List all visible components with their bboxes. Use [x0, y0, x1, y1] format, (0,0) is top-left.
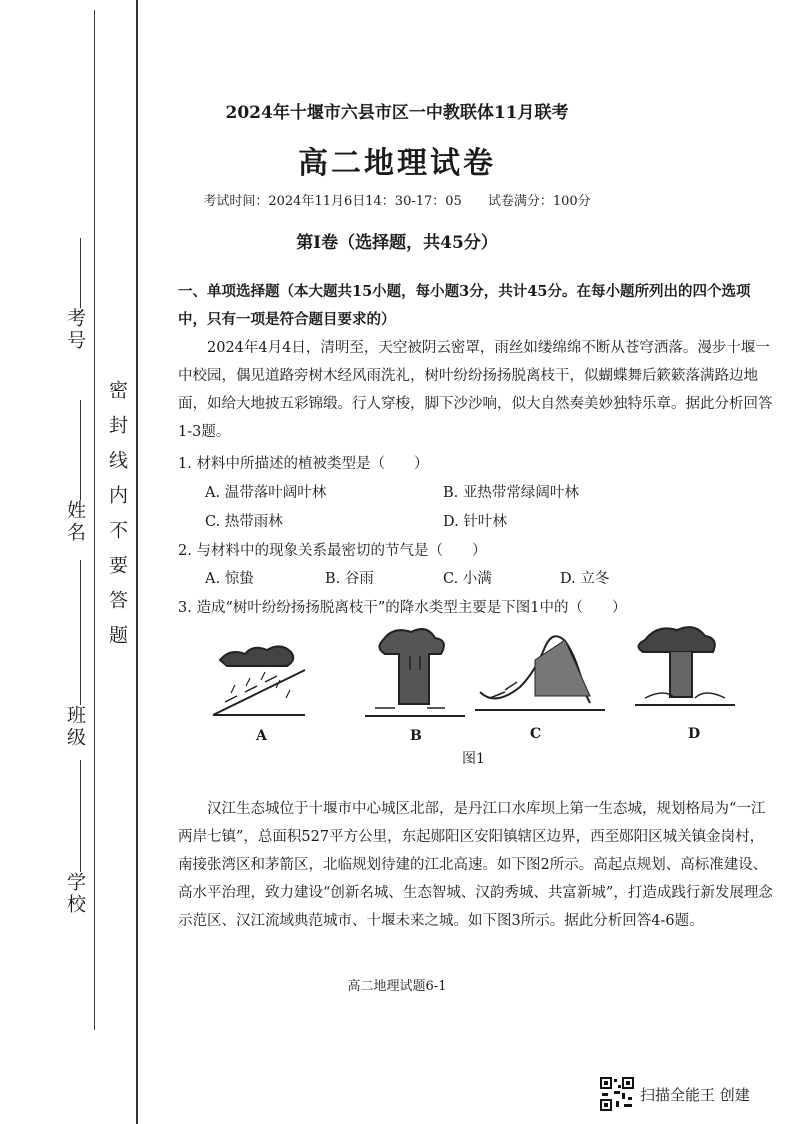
qr-code-icon [600, 1077, 634, 1111]
seal-note: 密封线内不要答题 [106, 380, 128, 660]
part-heading: 第Ⅰ卷（选择题，共45分） [296, 233, 498, 253]
question-2-stem: 2. 与材料中的现象关系最密切的节气是（ ） [178, 543, 487, 559]
diagram-b-convective-rain [365, 629, 465, 716]
figure-1-diagrams [205, 620, 745, 725]
question-1-stem: 1. 材料中所描述的植被类型是（ ） [178, 456, 429, 472]
name-label: 姓名 [64, 500, 86, 544]
figure-label-d: D [688, 726, 701, 742]
question-3-stem: 3. 造成“树叶纷纷扬扬脱离枝干”的降水类型主要是下图1中的（ ） [178, 600, 627, 616]
name-blank[interactable] [80, 400, 82, 500]
diagram-d-typhoon-rain [635, 627, 735, 705]
school-blank[interactable] [80, 760, 82, 872]
q2-option-c[interactable]: C. 小满 [443, 571, 492, 587]
figure-label-b: B [410, 728, 422, 744]
class-blank[interactable] [80, 560, 82, 705]
page-footer: 高二地理试题6-1 [347, 979, 447, 994]
section-heading: 一、单项选择题（本大题共15小题，每小题3分，共计45分。在每小题所列出的四个选项中，只有一项是符合题目要求的） [178, 283, 751, 328]
exam-no-label: 考号 [64, 308, 86, 352]
exam-subtitle: 高二地理试卷 [298, 146, 496, 181]
diagram-c-orographic-rain [475, 636, 605, 710]
q1-option-b[interactable]: B. 亚热带常绿阔叶林 [443, 485, 579, 501]
q1-option-c[interactable]: C. 热带雨林 [205, 514, 283, 530]
q2-option-d[interactable]: D. 立冬 [560, 571, 610, 587]
figure-1-caption: 图1 [462, 751, 485, 767]
exam-meta: 考试时间：2024年11月6日14：30-17：05 试卷满分：100分 [203, 194, 591, 209]
figure-label-a: A [256, 728, 267, 744]
q1-option-d[interactable]: D. 针叶林 [443, 514, 507, 530]
scanner-watermark-text: 扫描全能王 创建 [640, 1086, 750, 1104]
q2-option-b[interactable]: B. 谷雨 [325, 571, 374, 587]
q2-option-a[interactable]: A. 惊蛰 [205, 571, 254, 587]
exam-title: 2024年十堰市六县市区一中教联体11月联考 [225, 103, 569, 123]
scanner-watermark [600, 1075, 780, 1115]
q1-option-a[interactable]: A. 温带落叶阔叶林 [205, 485, 327, 501]
passage-2: 汉江生态城位于十堰市中心城区北部，是丹江口水库坝上第一生态城，规划格局为“一江两岸七镇”，总面积527平方公里，东起郧阳区安阳镇辖区边界，西至郧阳区城关镇金岗村，南接张湾区和茅箭区，北临规划待建的江北高速。如下图2所示。高起点规划、高标准建设、高水平治理，致力建设“创新名城、生态智城、汉韵秀城、共富新城”，打造成践行新发展理念示范区、汉江流域典范城市、十堰未来之城。如下图3所示。据此分析回答4-6题。 [178, 801, 773, 929]
passage-1: 2024年4月4日，清明至，天空被阴云密罩，雨丝如缕绵绵不断从苍穹洒落。漫步十堰一中校园，偶见道路旁树木经风雨洗礼，树叶纷纷扬扬脱离枝干，似蝴蝶舞后簌簌落满路边地面，如给大地披五彩锦缎。行人穿梭，脚下沙沙响，似大自然奏美妙独特乐章。据此分析回答1-3题。 [178, 340, 773, 440]
school-label: 学校 [64, 872, 86, 916]
class-label: 班级 [64, 705, 86, 749]
figure-label-c: C [530, 726, 542, 742]
diagram-a-frontal-rain [213, 646, 305, 715]
